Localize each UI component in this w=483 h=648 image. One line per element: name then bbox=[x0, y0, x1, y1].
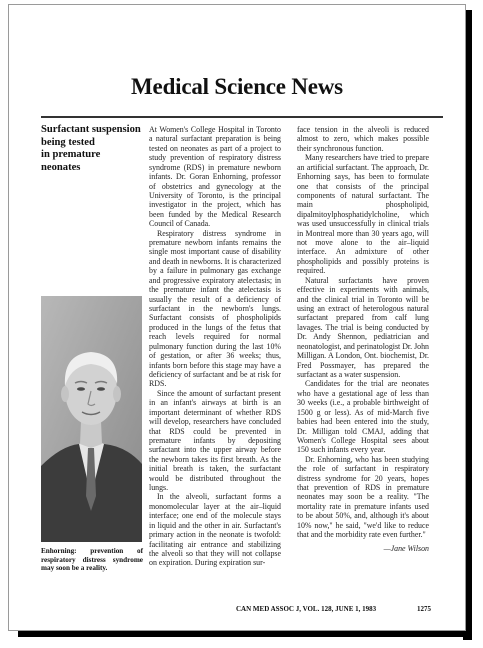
heading-rule bbox=[41, 116, 443, 118]
author-byline: —Jane Wilson bbox=[383, 543, 429, 553]
article-column-2 bbox=[297, 125, 429, 553]
article-paragraph: At Women's College Hospital in Toronto a natural surfactant preparation is being tested on neonates as part of a project to study prevention of respiratory distress syndrome (RDS) in premature newborn infants. Dr. Goran Enhorning, professor of obstetrics and gynecology at the University of Toronto, is the principal investigator in the project, which has been funded by the Medical Research Council of Canada. bbox=[149, 125, 281, 229]
portrait-illustration bbox=[41, 296, 142, 542]
article-paragraph: face tension in the alveoli is reduced almost to zero, which makes possible their synchronous function. bbox=[297, 125, 429, 153]
article-paragraph: Dr. Enhorning, who has been studying the role of surfactant in respiratory distress syndrome for 20 years, hopes that prevention of RDS in premature neonates may soon be a reality. "The mortality rate in premature infants used to be about 50%, and, although it's about 10% now," he said, "we'd like to reduce that and the morbidity rate even further." bbox=[297, 454, 429, 540]
portrait-photo bbox=[41, 296, 142, 542]
journal-citation: CAN MED ASSOC J, VOL. 128, JUNE 1, 1983 bbox=[236, 605, 377, 613]
photo-caption: Enhorning: prevention of respiratory distress syndrome may soon be a reality. bbox=[41, 547, 143, 573]
article-paragraph: Natural surfactants have proven effective in experiments with animals, and the clinical trial in Toronto will be using an extract of heterologous natural surfactant prepared from calf lung lavages. The trial is being conducted by Dr. Andy Shennon, pediatrician and neonatologist, and perinatologist Dr. John Milligan. A London, Ont. biochemist, Dr. Fred Possmayer, has prepared the surfactant as a water suspension. bbox=[297, 275, 429, 379]
article-paragraph: Since the amount of surfactant present in an infant's airways at birth is an important determinant of whether RDS will develop, researchers have concluded that RDS could be prevented in premature infants by depositing surfactant into the upper airway before the newborn takes its first breath. As the initial breath is taken, the surfactant would be distributed throughout the lungs. bbox=[149, 388, 281, 493]
article-column-1 bbox=[149, 125, 281, 568]
article-paragraph: In the alveoli, surfactant forms a monomolecular layer at the air–liquid interface; one end of the molecule stays in liquid and the other in air. Surfactant's primary action in the neonate is twofold: facilitating air entrance and stabilizing the alveoli so that they will not collapse on expiration. During expiration sur- bbox=[149, 492, 281, 568]
article-paragraph: Candidates for the trial are neonates who have a gestational age of less than 30 weeks (i.e., a probable birthweight of 1500 g or less). As of mid-March five babies had been entered into the study, Dr. Milligan told CMAJ, adding that Women's College Hospital sees about 150 such infants every year. bbox=[297, 379, 429, 455]
article-subhead bbox=[41, 124, 141, 174]
section-heading: Medical Science News bbox=[131, 74, 343, 99]
journal-page bbox=[8, 4, 466, 631]
subhead-line: being tested bbox=[41, 136, 95, 148]
page-number: 1275 bbox=[417, 605, 431, 613]
subhead-line: in premature neonates bbox=[41, 149, 101, 173]
subhead-line: Surfactant suspension bbox=[41, 124, 141, 135]
article-paragraph: Respiratory distress syndrome in premature newborn infants remains the single most important cause of disability and death in newborns. It is characterized by a failure in pulmonary gas exchange and progressive expiratory atelectasis; in the premature infant the atelectasis is usually the result of a deficiency of surfactant in the newborn's lungs. Surfactant consists of phospholipids produced in the lungs of the fetus that reach levels required for normal pulmonary function during the last 10% of gestation, or after 36 weeks; thus, infants born before this stage may have a deficiency of surfactant and be at risk for RDS. bbox=[149, 228, 281, 389]
article-paragraph: Many researchers have tried to prepare an artificial surfactant. The approach, Dr. Enhorning says, has been to formulate one that consists of the principal components of natural surfactant. The main phospholipid, dipalmitoylphosphatidylcholine, which was used unsuccessfully in clinical trials in Montreal more than 30 years ago, will not move alone to the air–liquid interface. An admixture of other phospholipids and possibly proteins is required. bbox=[297, 153, 429, 276]
